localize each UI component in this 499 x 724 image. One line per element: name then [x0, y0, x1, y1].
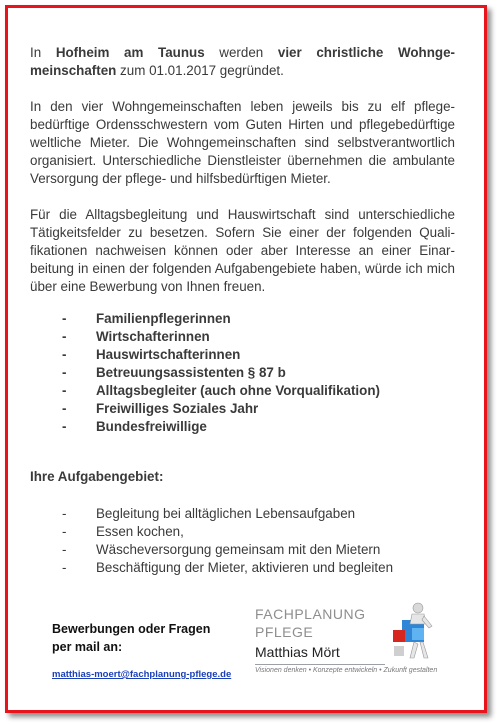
intro-text-3: zum 01.01.2017 gegründet.	[116, 63, 284, 78]
list-item	[30, 310, 455, 328]
bullet: -	[62, 401, 67, 416]
logo-name: Matthias Mört	[255, 644, 340, 660]
task-label: Wäscheversorgung gemeinsam mit den Mietern	[96, 542, 381, 557]
contact-line-2: per mail an:	[52, 640, 123, 654]
bullet: -	[62, 524, 67, 539]
list-item	[30, 505, 455, 523]
bullet: -	[62, 311, 67, 326]
body-text	[30, 44, 455, 296]
list-item	[30, 382, 455, 400]
list-item	[30, 400, 455, 418]
list-item	[30, 523, 455, 541]
tasks-list	[30, 505, 455, 577]
logo-tagline: Visionen denken • Konzepte entwickeln • Zukunft gestalten	[255, 667, 438, 674]
email-link[interactable]: matthias-moert@fachplanung-pflege.de	[52, 669, 232, 680]
contact-line-1: Bewerbungen oder Fragen	[52, 622, 211, 636]
intro-highlight: vier christliche Wohngemeinschaften	[30, 45, 456, 78]
list-item	[30, 559, 455, 577]
contact-info	[52, 620, 210, 656]
list-item	[30, 346, 455, 364]
positions-list	[30, 310, 455, 436]
intro-paragraph	[30, 44, 455, 80]
bullet: -	[62, 383, 67, 398]
bullet: -	[62, 365, 67, 380]
tasks-heading: Ihre Aufgabengebiet:	[30, 469, 164, 484]
position-label: Hauswirtschafterinnen	[96, 347, 241, 362]
position-label: Alltagsbegleiter (auch ohne Vorqualifikation)	[96, 383, 380, 398]
task-label: Beschäftigung der Mieter, aktivieren und begleiten	[96, 560, 394, 575]
intro-city: Hofheim am Taunus	[55, 45, 205, 60]
task-label: Begleitung bei alltäglichen Lebensaufgaben	[96, 506, 356, 521]
list-item	[30, 418, 455, 436]
logo-line-1: FACHPLANUNG	[255, 606, 366, 622]
list-item	[30, 328, 455, 346]
bullet: -	[62, 542, 67, 557]
position-label: Wirtschafterinnen	[96, 329, 210, 344]
bullet: -	[62, 329, 67, 344]
logo-line-2: PFLEGE	[255, 624, 314, 640]
position-label: Freiwilliges Soziales Jahr	[96, 401, 259, 416]
position-label: Familienpflegerinnen	[96, 311, 231, 326]
puzzle-figure-icon	[388, 600, 438, 662]
intro-text-2: werden	[204, 45, 278, 60]
bullet: -	[62, 560, 67, 575]
task-label: Essen kochen,	[96, 524, 184, 539]
company-logo	[255, 600, 438, 682]
bullet: -	[62, 419, 67, 434]
list-item	[30, 364, 455, 382]
position-label: Bundesfreiwillige	[96, 419, 207, 434]
position-label: Betreuungsassistenten § 87 b	[96, 365, 286, 380]
bullet: -	[62, 347, 67, 362]
logo-divider	[255, 664, 385, 665]
bullet: -	[62, 506, 67, 521]
paragraph-residents: In den vier Wohngemeinschaften leben jeweils bis zu elf pflegebedürftige Ordensschwestern vom Guten Hirten und pflegebedürftige weltliche Mieter. Die Wohngemeinschaften sind selbstverantwortlich organisiert. Unterschiedliche Dienstleister übernehmen die ambulante Versorgung der pflege- und hilfsbedürftigen Mieter.	[30, 99, 455, 186]
list-item	[30, 541, 455, 559]
intro-text-1: In	[30, 45, 56, 60]
paragraph-application: Für die Alltagsbegleitung und Hauswirtschaft sind unterschiedliche Tätigkeitsfelder zu besetzen. Sofern Sie einer der folgenden Qualifikationen nachweisen können oder aber Interesse an einer Einarbeitung in einen der folgenden Aufgabengebiete haben, würde ich mich über eine Bewerbung von Ihnen freuen.	[30, 207, 455, 294]
